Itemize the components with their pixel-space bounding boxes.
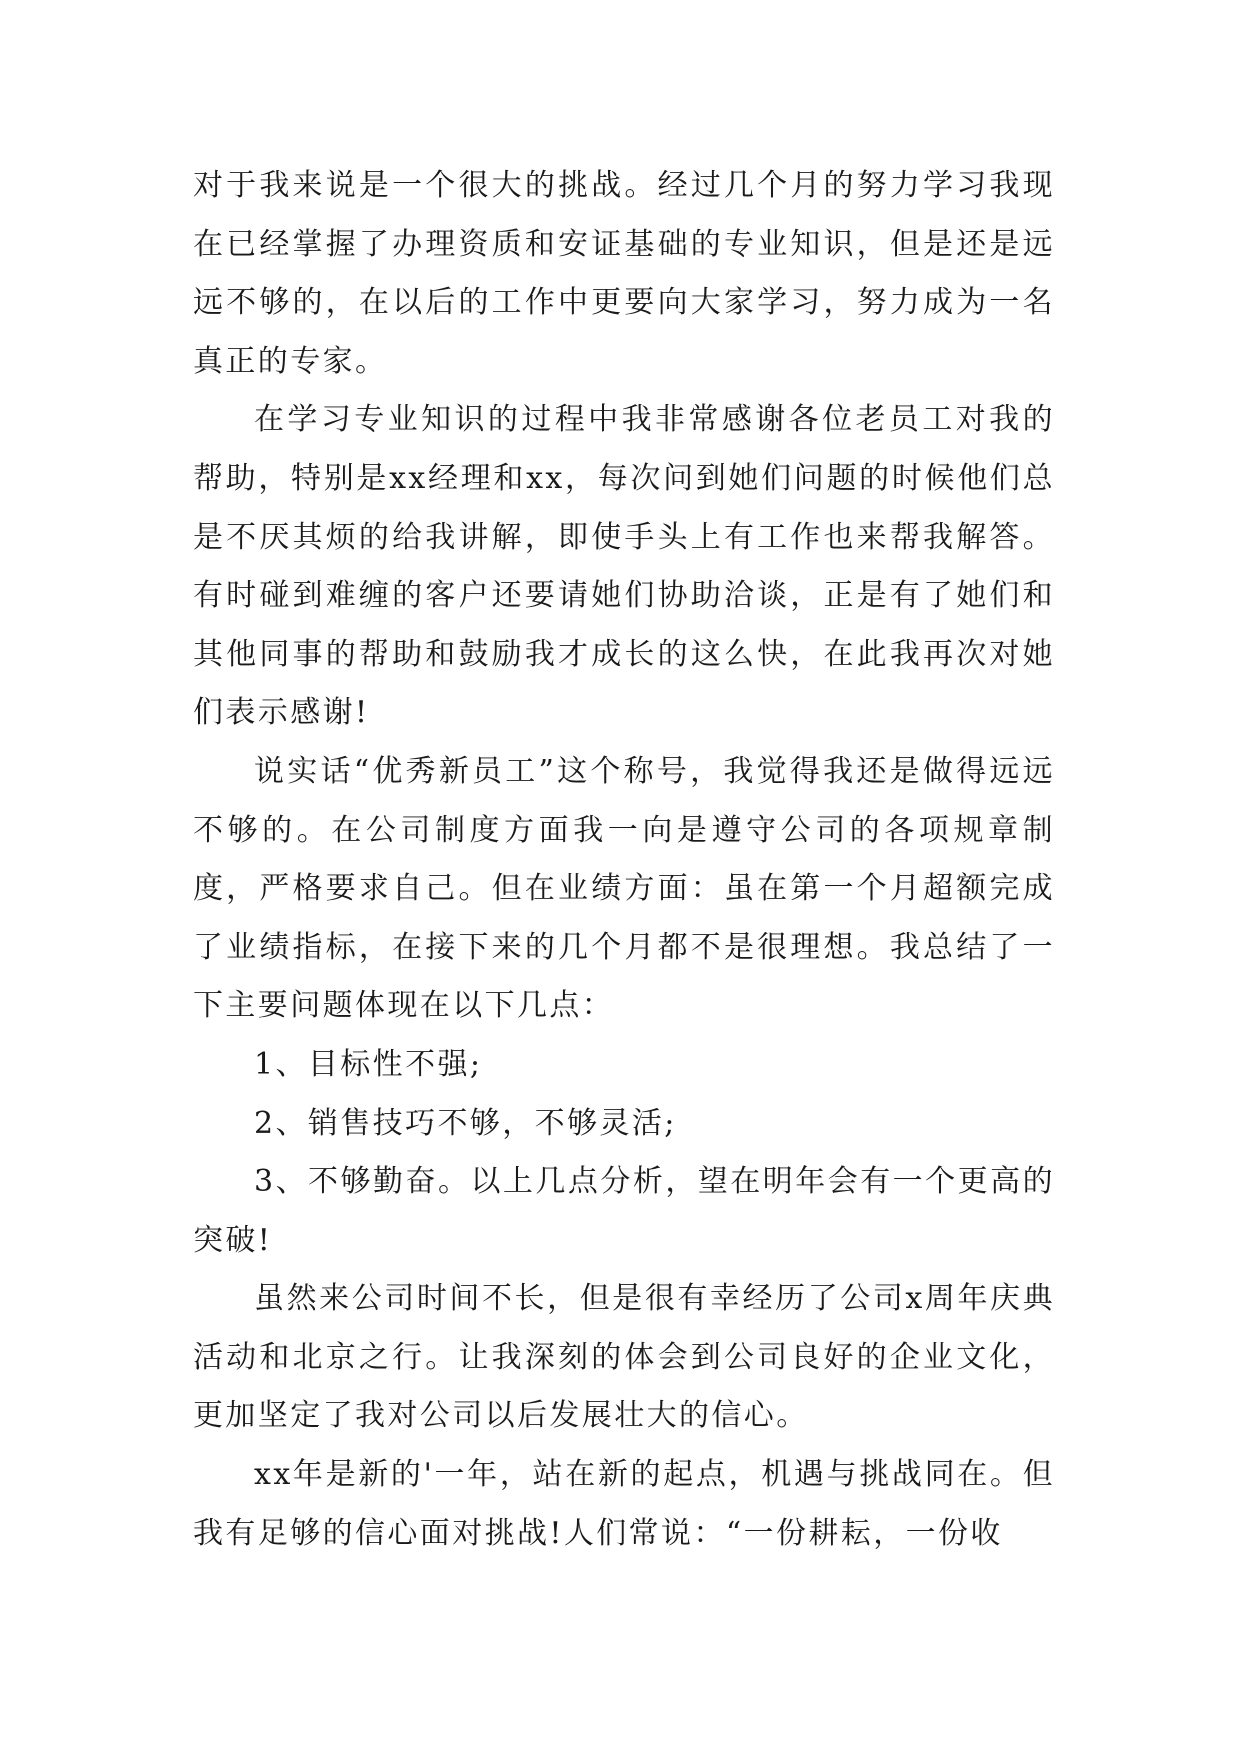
paragraph-experience: 虽然来公司时间不长，但是很有幸经历了公司x周年庆典活动和北京之行。让我深刻的体会到公司良好的企业文化，更加坚定了我对公司以后发展壮大的信心。 <box>193 1281 1055 1434</box>
paragraph-continuation: 对于我来说是一个很大的挑战。经过几个月的努力学习我现在已经掌握了办理资质和安证基础的专业知识，但是还是远远不够的，在以后的工作中更要向大家学习，努力成为一名真正的专家。 <box>193 168 1055 379</box>
paragraph-new-year: xx年是新的'一年，站在新的起点，机遇与挑战同在。但我有足够的信心面对挑战!人们常说：“一份耕耘，一份收 <box>193 1457 1055 1551</box>
paragraph-self-assessment: 说实话“优秀新员工”这个称号，我觉得我还是做得远远不够的。在公司制度方面我一向是遵守公司的各项规章制度，严格要求自己。但在业绩方面：虽在第一个月超额完成了业绩指标，在接下来的几个月都不是很理想。我总结了一下主要问题体现在以下几点： <box>193 753 1055 1024</box>
document-body <box>193 157 1055 1563</box>
list-item-1: 1、目标性不强; <box>254 1046 483 1082</box>
list-item-2: 2、销售技巧不够，不够灵活; <box>254 1105 677 1141</box>
paragraph-thanks: 在学习专业知识的过程中我非常感谢各位老员工对我的帮助，特别是xx经理和xx，每次问到她们问题的时候他们总是不厌其烦的给我讲解，即使手头上有工作也来帮我解答。有时碰到难缠的客户还要请她们协助洽谈，正是有了她们和其他同事的帮助和鼓励我才成长的这么快，在此我再次对她们表示感谢! <box>193 402 1055 731</box>
list-item-3: 3、不够勤奋。以上几点分析，望在明年会有一个更高的突破! <box>193 1164 1055 1258</box>
